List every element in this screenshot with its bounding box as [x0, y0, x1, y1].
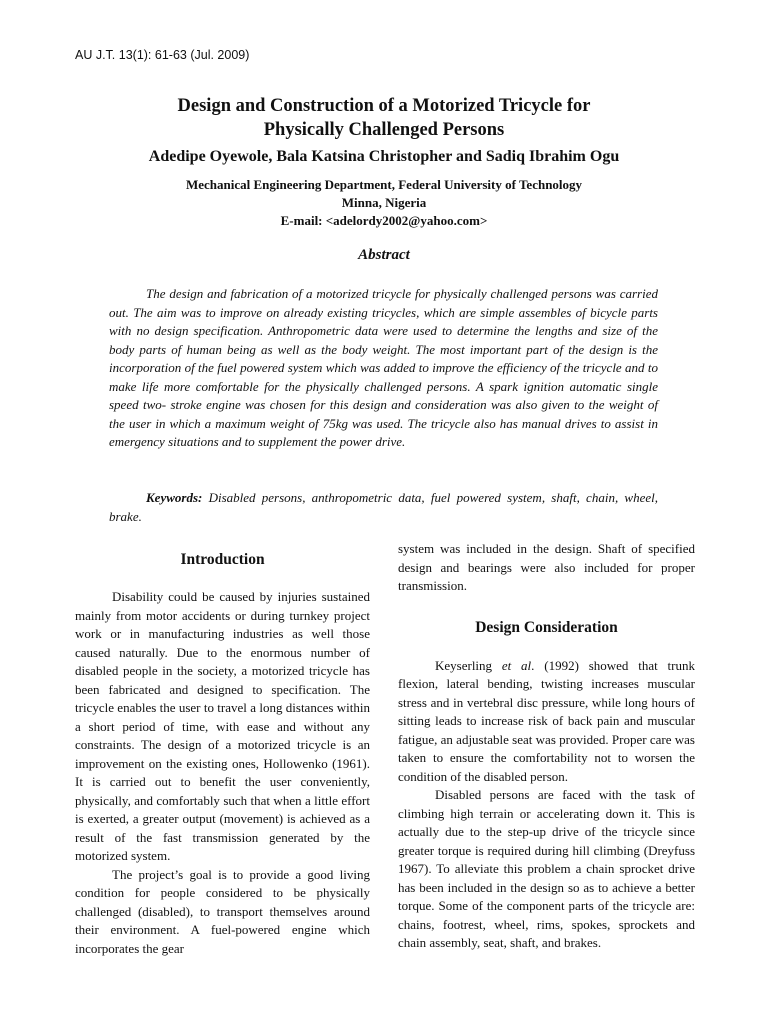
- design-consideration-heading: Design Consideration: [475, 618, 618, 636]
- affiliation: [0, 176, 768, 230]
- affiliation-line-1: Mechanical Engineering Department, Federal University of Technology: [185, 177, 583, 192]
- authors: Adedipe Oyewole, Bala Katsina Christopher and Sadiq Ibrahim Ogu: [148, 148, 620, 165]
- intro-paragraph-2: The project’s goal is to provide a good living condition for people considered to be physically challenged (disabled), to transport themselves around their environment. A fuel-powered engine which incorporates the gear: [75, 866, 370, 956]
- right-column: [398, 540, 695, 953]
- introduction-heading: Introduction: [180, 551, 265, 568]
- intro-paragraph-1: Disability could be caused by injuries sustained mainly from motor accidents or during turnkey project work or in manufacturing industries as well those caused naturally. Due to the enormous number of disabled people in the society, a motorized tricycle has been fabricated and designed to specification. The tricycle enables the user to travel a long distances within a short period of time, with ease and without any constraints. The design of a motorized tricycle is an improvement on the existing ones, Hollowenko (1961). It is carried out to benefit the user conveniently, physically, and comfortably such that when a little effort is exerted, a greater output (movement) is achieved as a result of the fast transmission generated by the motorized system.: [75, 589, 370, 863]
- design-p1-start: Keyserling: [435, 657, 502, 673]
- abstract-heading: Abstract: [358, 247, 410, 263]
- journal-reference: AU J.T. 13(1): 61-63 (Jul. 2009): [75, 48, 250, 62]
- design-paragraph-2: Disabled persons are faced with the task of climbing high terrain or accelerating down it. This is actually due to the step-up drive of the tricycle since greater torque is required during hill climbing (Dreyfuss 1967). To alleviate this problem a chain sprocket drive has been included in the design so as to achieve a better torque. Some of the component parts of the tricycle are: chains, footrest, wheel, rims, spokes, sprockets and chain assembly, seat, shaft, and brakes.: [398, 787, 695, 950]
- author-email: E-mail: <adelordy2002@yahoo.com>: [280, 213, 488, 228]
- intro-paragraph-2-continued: system was included in the design. Shaft of specified design and bearings were also included for proper transmission.: [398, 541, 695, 593]
- design-p1-etal: et al: [501, 657, 532, 673]
- design-p1-rest: . (1992) showed that trunk flexion, lateral bending, twisting increases muscular stress and in vertebral disc pressure, while long hours of sitting leads to increase risk of back pain and muscular fatigue, an adjustable seat was provided. Proper care was taken to ensure the comfortability not to worsen the condition of the disabled person.: [398, 657, 695, 784]
- affiliation-line-2: Minna, Nigeria: [341, 195, 427, 210]
- paper-title: [0, 94, 768, 142]
- abstract-text: The design and fabrication of a motorized tricycle for physically challenged persons was carried out. The aim was to improve on already existing tricycles, which are simple assembles of bicycle parts with no design specification. Anthropometric data were used to determine the lengths and size of the body parts of human being as well as the body weight. The most important part of the design is the incorporation of the fuel powered system which was added to improve the efficiency of the tricycle and to make life more comfortable for the physically challenged persons. A spark ignition automatic single speed two- stroke engine was chosen for this design and consideration was also given to the weight of the user in which a maximum weight of 75kg was used. The tricycle also has manual drives to assist in emergency situations and to supplement the power drive.: [109, 286, 658, 449]
- title-line-2: Physically Challenged Persons: [263, 120, 505, 140]
- keywords-text: Disabled persons, anthropometric data, fuel powered system, shaft, chain, wheel, brake.: [109, 490, 658, 524]
- keywords: [109, 489, 658, 526]
- left-column: [75, 550, 370, 958]
- design-paragraph-1: [398, 657, 695, 787]
- keywords-label: Keywords:: [146, 490, 203, 505]
- title-line-1: Design and Construction of a Motorized Tricycle for: [177, 96, 591, 116]
